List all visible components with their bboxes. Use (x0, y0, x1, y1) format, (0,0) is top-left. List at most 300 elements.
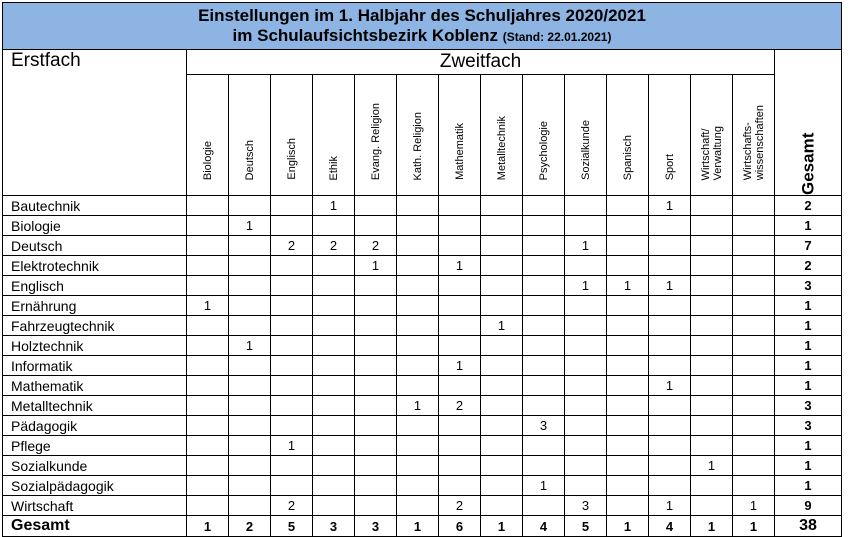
footer-cell: 6 (439, 516, 481, 537)
column-header (565, 75, 607, 196)
table-row (3, 216, 842, 236)
column-header-label: Kath. Religion (411, 111, 424, 180)
table-cell: 1 (439, 256, 481, 276)
table-cell (691, 396, 733, 416)
table-cell (691, 436, 733, 456)
table-cell (229, 196, 271, 216)
table-cell: 2 (271, 236, 313, 256)
column-header (691, 75, 733, 196)
table-cell (481, 396, 523, 416)
table-cell: 1 (397, 396, 439, 416)
table-cell (271, 336, 313, 356)
table-cell (397, 336, 439, 356)
table-cell (565, 356, 607, 376)
table-cell (481, 256, 523, 276)
table-cell (313, 356, 355, 376)
table-row (3, 196, 842, 216)
table-cell (271, 356, 313, 376)
row-label: Sozialkunde (3, 456, 187, 476)
table-cell: 1 (313, 196, 355, 216)
header-erstfach-spacer (3, 75, 187, 196)
column-header-label: Sozialkunde (579, 120, 592, 180)
table-cell (607, 256, 649, 276)
table-cell (523, 296, 565, 316)
table-cell (229, 476, 271, 496)
table-cell (355, 336, 397, 356)
footer-cell: 4 (523, 516, 565, 537)
table-cell (313, 216, 355, 236)
table-cell (481, 416, 523, 436)
row-label: Elektrotechnik (3, 256, 187, 276)
table-cell: 2 (271, 496, 313, 516)
table-cell (691, 236, 733, 256)
table-cell (229, 296, 271, 316)
column-header-label: Psychologie (537, 120, 550, 180)
column-header-label: Biologie (201, 140, 214, 180)
column-header-label: Mathematik (453, 123, 466, 180)
table-cell (565, 196, 607, 216)
table-cell (649, 476, 691, 496)
table-cell: 1 (187, 296, 229, 316)
column-header (397, 75, 439, 196)
table-cell (187, 496, 229, 516)
footer-cell: 1 (187, 516, 229, 537)
row-label: Bautechnik (3, 196, 187, 216)
table-cell (481, 216, 523, 236)
table-cell (523, 256, 565, 276)
table-cell (523, 336, 565, 356)
title-district: im Schulaufsichtsbezirk Koblenz (232, 25, 498, 45)
table-row (3, 416, 842, 436)
table-cell (649, 336, 691, 356)
table-cell: 1 (649, 276, 691, 296)
table-cell (313, 256, 355, 276)
table-cell (229, 396, 271, 416)
table-cell (229, 256, 271, 276)
table-cell (691, 356, 733, 376)
row-label: Informatik (3, 356, 187, 376)
table-cell (607, 476, 649, 496)
table-cell (733, 356, 775, 376)
table-cell (355, 196, 397, 216)
table-cell (691, 196, 733, 216)
row-label: Ernährung (3, 296, 187, 316)
table-cell (439, 196, 481, 216)
table-cell (523, 276, 565, 296)
table-cell (271, 476, 313, 496)
title-line-1: Einstellungen im 1. Halbjahr des Schuljahres 2020/2021 (198, 5, 646, 25)
table-cell (565, 456, 607, 476)
table-cell (355, 216, 397, 236)
table-cell (607, 416, 649, 436)
table-cell (229, 356, 271, 376)
table-cell (187, 396, 229, 416)
row-total: 1 (775, 456, 842, 476)
table-cell (187, 216, 229, 236)
column-header (523, 75, 565, 196)
table-cell (691, 296, 733, 316)
table-cell (439, 276, 481, 296)
row-label: Deutsch (3, 236, 187, 256)
table-cell (733, 396, 775, 416)
footer-cell: 1 (733, 516, 775, 537)
table-cell (649, 256, 691, 276)
header-erstfach: Erstfach (3, 50, 187, 75)
table-cell (313, 436, 355, 456)
table-cell (229, 316, 271, 336)
table-cell (481, 376, 523, 396)
table-cell: 1 (229, 216, 271, 236)
table-cell (271, 196, 313, 216)
table-row (3, 496, 842, 516)
row-total: 3 (775, 396, 842, 416)
table-cell (397, 496, 439, 516)
table-cell (649, 456, 691, 476)
table-cell (607, 196, 649, 216)
table-cell (271, 376, 313, 396)
table-cell (607, 396, 649, 416)
table-cell (691, 496, 733, 516)
row-label: Englisch (3, 276, 187, 296)
table-cell (397, 236, 439, 256)
table-cell (439, 336, 481, 356)
table-cell (187, 196, 229, 216)
footer-cell: 1 (607, 516, 649, 537)
table-cell (607, 496, 649, 516)
table-cell: 1 (649, 376, 691, 396)
table-cell (565, 256, 607, 276)
table-cell (649, 396, 691, 416)
column-header (607, 75, 649, 196)
table-cell (481, 356, 523, 376)
table-cell (355, 296, 397, 316)
table-row (3, 276, 842, 296)
table-cell (355, 276, 397, 296)
table-cell (271, 316, 313, 336)
footer-cell: 1 (481, 516, 523, 537)
footer-cell: 1 (691, 516, 733, 537)
hiring-table (2, 2, 842, 537)
column-header-label: Spanisch (621, 134, 634, 180)
table-cell (565, 436, 607, 456)
table-cell (187, 276, 229, 296)
table-cell (649, 356, 691, 376)
table-cell (187, 416, 229, 436)
table-cell (313, 476, 355, 496)
row-label: Biologie (3, 216, 187, 236)
table-cell (649, 296, 691, 316)
table-cell (691, 216, 733, 236)
table-cell (271, 296, 313, 316)
table-cell (481, 476, 523, 496)
table-cell (733, 216, 775, 236)
table-cell (565, 336, 607, 356)
table-cell (187, 456, 229, 476)
table-cell: 1 (523, 476, 565, 496)
table-cell (523, 316, 565, 336)
column-header (481, 75, 523, 196)
row-label: Pflege (3, 436, 187, 456)
table-cell (607, 236, 649, 256)
table-cell (271, 456, 313, 476)
table-cell (565, 216, 607, 236)
footer-label: Gesamt (3, 516, 187, 537)
footer-cell: 3 (355, 516, 397, 537)
column-header-label: Ethik (327, 155, 340, 180)
table-cell (481, 236, 523, 256)
table-cell (313, 296, 355, 316)
table-cell (733, 196, 775, 216)
column-header (649, 75, 691, 196)
table-cell (439, 316, 481, 336)
table-cell (439, 416, 481, 436)
footer-cell: 5 (565, 516, 607, 537)
table-cell (187, 256, 229, 276)
table-cell (607, 456, 649, 476)
table-cell (271, 396, 313, 416)
table-cell (313, 396, 355, 416)
footer-cell: 3 (313, 516, 355, 537)
column-header (313, 75, 355, 196)
table-cell: 1 (271, 436, 313, 456)
table-cell (187, 376, 229, 396)
table-cell (733, 336, 775, 356)
table-cell (649, 216, 691, 236)
row-total: 1 (775, 376, 842, 396)
table-cell (733, 276, 775, 296)
table-cell (523, 356, 565, 376)
grand-total: 38 (775, 516, 842, 537)
table-cell (523, 396, 565, 416)
table-row (3, 476, 842, 496)
table-cell (313, 276, 355, 296)
table-cell: 2 (439, 496, 481, 516)
table-cell (229, 236, 271, 256)
table-row (3, 316, 842, 336)
table-cell (271, 416, 313, 436)
header-zweitfach: Zweitfach (187, 50, 775, 75)
table-cell (439, 476, 481, 496)
table-cell (523, 236, 565, 256)
title-stand-date: (Stand: 22.01.2021) (502, 29, 612, 44)
table-cell (733, 256, 775, 276)
table-row (3, 236, 842, 256)
table-cell: 1 (607, 276, 649, 296)
header-gesamt (775, 50, 842, 196)
table-row (3, 356, 842, 376)
table-cell (397, 436, 439, 456)
table-cell (733, 296, 775, 316)
table-cell (649, 416, 691, 436)
footer-cell: 4 (649, 516, 691, 537)
table-cell (733, 316, 775, 336)
table-cell: 1 (229, 336, 271, 356)
table-cell (355, 476, 397, 496)
table-cell (229, 456, 271, 476)
row-total: 1 (775, 316, 842, 336)
table-cell (355, 496, 397, 516)
table-cell (691, 416, 733, 436)
table-row (3, 396, 842, 416)
table-cell (397, 356, 439, 376)
table-cell (229, 276, 271, 296)
table-cell: 2 (313, 236, 355, 256)
table-cell (355, 396, 397, 416)
table-cell (355, 376, 397, 396)
table-cell (733, 416, 775, 436)
table-cell (397, 376, 439, 396)
table-cell (565, 316, 607, 336)
table-cell (439, 236, 481, 256)
table-cell: 1 (355, 256, 397, 276)
table-cell: 1 (565, 276, 607, 296)
column-header-label: Englisch (285, 138, 298, 180)
table-cell (355, 356, 397, 376)
column-header-label: Wirtschaft/ Verwaltung (699, 125, 724, 180)
table-cell (733, 456, 775, 476)
table-cell (565, 376, 607, 396)
table-cell: 1 (733, 496, 775, 516)
table-cell (271, 256, 313, 276)
row-label: Holztechnik (3, 336, 187, 356)
table-cell (355, 436, 397, 456)
footer-cell: 5 (271, 516, 313, 537)
table-cell (565, 416, 607, 436)
table-cell: 3 (565, 496, 607, 516)
table-row (3, 256, 842, 276)
table-cell (607, 296, 649, 316)
table-cell (397, 416, 439, 436)
row-total: 1 (775, 216, 842, 236)
table-cell (607, 336, 649, 356)
table-cell (649, 436, 691, 456)
table-cell (397, 196, 439, 216)
table-cell (397, 296, 439, 316)
table-cell (355, 316, 397, 336)
table-cell (607, 436, 649, 456)
column-header-label: Wirtschafts- wissenschaften (741, 104, 766, 180)
table-cell: 1 (649, 496, 691, 516)
title-line-2 (3, 26, 841, 47)
table-cell (439, 456, 481, 476)
table-cell (523, 216, 565, 236)
row-label: Wirtschaft (3, 496, 187, 516)
table-cell (229, 436, 271, 456)
table-cell: 1 (481, 316, 523, 336)
table-title (3, 3, 842, 50)
row-label: Pädagogik (3, 416, 187, 436)
table-cell (607, 376, 649, 396)
table-cell (229, 496, 271, 516)
row-total: 1 (775, 476, 842, 496)
table-cell (691, 376, 733, 396)
table-cell (523, 376, 565, 396)
column-header-label: Sport (663, 153, 676, 180)
row-label: Mathematik (3, 376, 187, 396)
row-total: 2 (775, 256, 842, 276)
table-cell (523, 496, 565, 516)
table-cell (397, 256, 439, 276)
row-label: Fahrzeugtechnik (3, 316, 187, 336)
table-cell (733, 436, 775, 456)
column-header (271, 75, 313, 196)
row-total: 1 (775, 296, 842, 316)
table-cell (523, 456, 565, 476)
table-cell (733, 476, 775, 496)
table-cell (607, 316, 649, 336)
table-cell (355, 456, 397, 476)
table-cell (313, 376, 355, 396)
row-total: 3 (775, 416, 842, 436)
column-header-label: Metalltechnik (495, 115, 508, 180)
table-cell (649, 316, 691, 336)
row-label: Sozialpädagogik (3, 476, 187, 496)
table-row (3, 376, 842, 396)
table-cell (397, 476, 439, 496)
column-header-label: Deutsch (243, 139, 256, 180)
table-cell (565, 396, 607, 416)
table-cell (607, 356, 649, 376)
table-cell (271, 216, 313, 236)
table-cell (439, 296, 481, 316)
table-cell: 1 (649, 196, 691, 216)
table-cell (481, 336, 523, 356)
table-cell (649, 236, 691, 256)
table-cell (355, 416, 397, 436)
table-cell (481, 276, 523, 296)
column-header (187, 75, 229, 196)
row-total: 1 (775, 436, 842, 456)
table-cell: 2 (439, 396, 481, 416)
table-cell (187, 356, 229, 376)
table-cell (439, 376, 481, 396)
table-cell (313, 456, 355, 476)
table-cell (397, 276, 439, 296)
table-cell (271, 276, 313, 296)
column-header-label: Evang. Religion (369, 102, 382, 180)
table-cell (481, 496, 523, 516)
row-total: 1 (775, 356, 842, 376)
table-cell (397, 456, 439, 476)
table-cell (733, 376, 775, 396)
row-total: 9 (775, 496, 842, 516)
row-total: 3 (775, 276, 842, 296)
table-cell (187, 236, 229, 256)
table-cell (523, 436, 565, 456)
table-cell (691, 316, 733, 336)
table-row (3, 456, 842, 476)
column-header (439, 75, 481, 196)
table-cell (481, 196, 523, 216)
table-cell (607, 216, 649, 236)
table-cell (187, 436, 229, 456)
table-cell (481, 456, 523, 476)
table-cell: 1 (565, 236, 607, 256)
table-cell (313, 316, 355, 336)
table-row (3, 436, 842, 456)
table-cell (229, 376, 271, 396)
table-row (3, 296, 842, 316)
column-header (355, 75, 397, 196)
table-cell (313, 416, 355, 436)
table-cell (523, 196, 565, 216)
header-gesamt-label: Gesamt (798, 132, 817, 195)
table-cell (691, 336, 733, 356)
table-cell (691, 276, 733, 296)
footer-cell: 2 (229, 516, 271, 537)
table-cell: 1 (439, 356, 481, 376)
table-cell (397, 316, 439, 336)
